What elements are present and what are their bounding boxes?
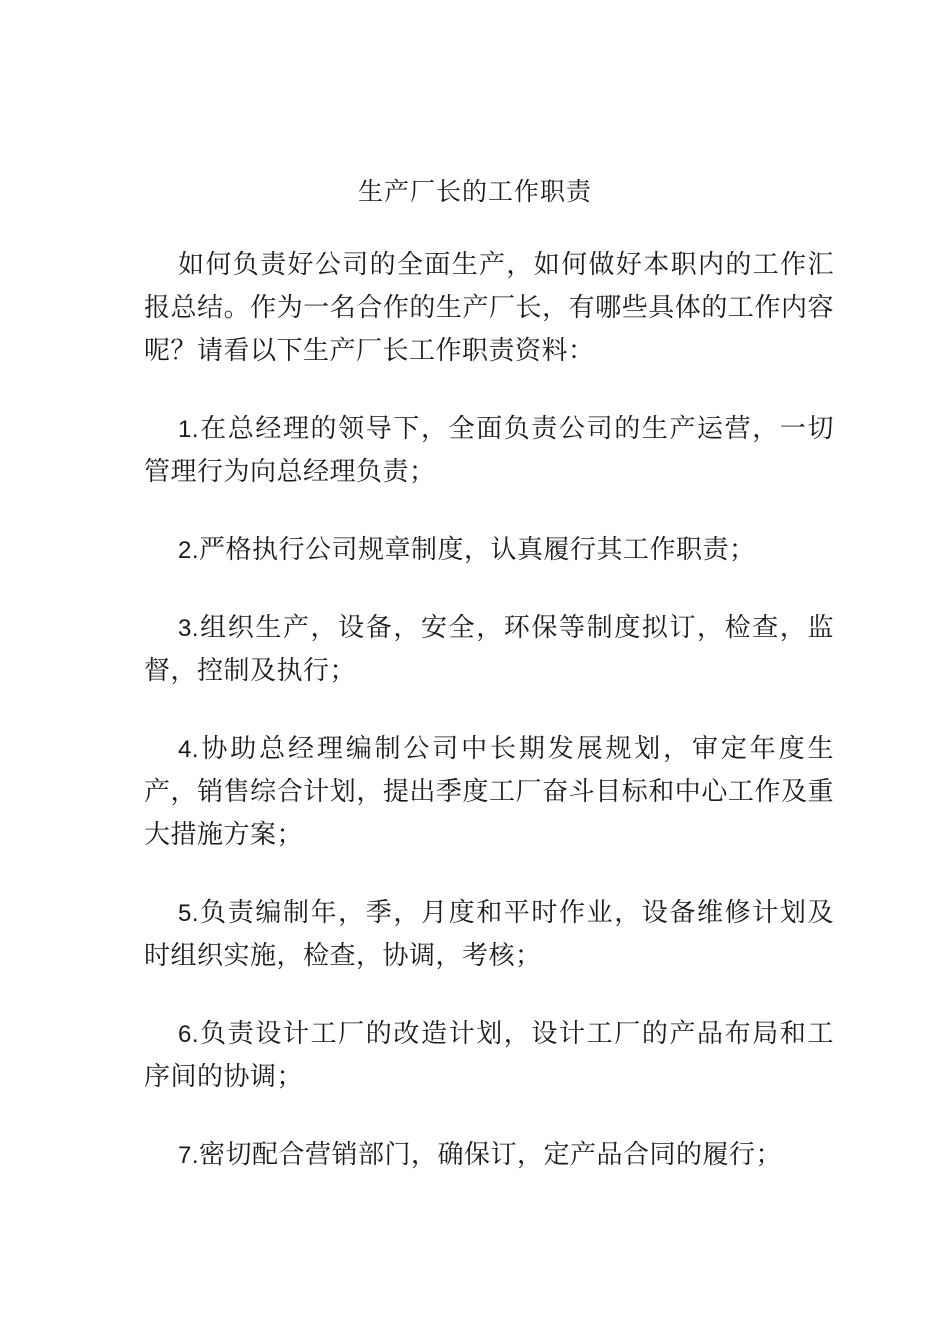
duty-item-number: 3.: [178, 615, 200, 642]
duty-item-5: [144, 892, 834, 978]
duty-item-1: [144, 408, 834, 494]
duty-item-text: 协助总经理编制公司中长期发展规划，审定年度生产，销售综合计划，提出季度工厂奋斗目标和中心工作及重大措施方案；: [144, 734, 834, 850]
duty-item-text: 负责设计工厂的改造计划，设计工厂的产品布局和工序间的协调；: [144, 1019, 834, 1092]
document-body: [144, 244, 834, 1177]
document-title: 生产厂长的工作职责: [357, 177, 592, 206]
duty-item-number: 6.: [178, 1021, 200, 1048]
duty-item-text: 组织生产，设备，安全，环保等制度拟订，检查，监督，控制及执行；: [144, 613, 834, 686]
duty-item-number: 2.: [178, 537, 200, 564]
duty-item-6: [144, 1013, 834, 1099]
duty-item-4: [144, 728, 834, 857]
duty-item-number: 4.: [178, 736, 200, 763]
duty-item-number: 7.: [178, 1142, 200, 1169]
duty-item-text: 在总经理的领导下，全面负责公司的生产运营，一切管理行为向总经理负责；: [144, 414, 834, 487]
duty-item-7: [144, 1134, 834, 1177]
duty-item-text: 密切配合营销部门，确保订，定产品合同的履行；: [199, 1140, 783, 1170]
duty-item-text: 严格执行公司规章制度，认真履行其工作职责；: [199, 535, 756, 565]
duty-item-number: 1.: [178, 416, 200, 443]
duty-item-number: 5.: [178, 900, 200, 927]
duty-item-text: 负责编制年，季，月度和平时作业，设备维修计划及时组织实施，检查，协调，考核；: [144, 898, 834, 971]
duty-item-3: [144, 607, 834, 693]
intro-paragraph: 如何负责好公司的全面生产，如何做好本职内的工作汇报总结。作为一名合作的生产厂长，有哪些具体的工作内容呢？请看以下生产厂长工作职责资料：: [144, 250, 834, 366]
duty-item-2: [144, 529, 834, 572]
